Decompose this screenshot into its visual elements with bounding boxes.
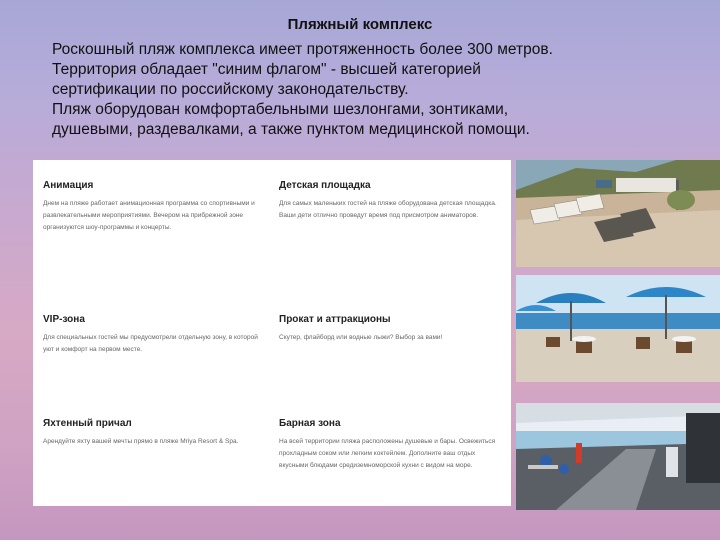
feature-text: На всей территории пляжа расположены душевые и бары. Освежиться прохладным соком или легким коктейлем. Дополните ваш отдых вкусными блюдами средиземноморской кухни с видом на море.: [279, 438, 496, 469]
feature-text: Скутер, флайборд или водные лыжи? Выбор за вами!: [279, 334, 443, 341]
feature-yacht-pier: [43, 418, 265, 448]
bar-terrace-photo: [516, 403, 720, 510]
slide-title: Пляжный комплекс: [287, 16, 433, 33]
slide-body-text: [52, 40, 702, 140]
feature-text: Арендуйте яхту вашей мечты прямо в пляже Mriya Resort & Spa.: [43, 438, 239, 445]
body-line: душевыми, раздевалками, а также пунктом медицинской помощи.: [52, 121, 530, 138]
feature-heading: Детская площадка: [279, 180, 371, 191]
feature-kids-playground: [279, 180, 501, 222]
feature-heading: Барная зона: [279, 418, 341, 429]
feature-heading: Прокат и аттракционы: [279, 314, 391, 325]
body-line: Роскошный пляж комплекса имеет протяженность более 300 метров.: [52, 41, 553, 58]
feature-rental-attractions: [279, 314, 501, 344]
feature-heading: Анимация: [43, 180, 94, 191]
feature-heading: Яхтенный причал: [43, 418, 132, 429]
umbrellas-photo: [516, 275, 720, 382]
body-line: Территория обладает "синим флагом" - высшей категорией: [52, 61, 481, 78]
features-panel: [33, 160, 511, 506]
feature-bar-zone: [279, 418, 501, 472]
sunbeds-photo: [516, 160, 720, 267]
feature-text: Днем на пляже работает анимационная программа со спортивными и развлекательными мероприятиями. Вечером на прибрежной зоне организуются шоу-программы и концерты.: [43, 200, 255, 231]
body-line: сертификации по российскому законодательству.: [52, 81, 409, 98]
feature-animation: [43, 180, 265, 234]
feature-text: Для самых маленьких гостей на пляже оборудована детская площадка. Ваши дети отлично проведут время под присмотром аниматоров.: [279, 200, 497, 219]
feature-text: Для специальных гостей мы предусмотрели отдельную зону, в которой уют и комфорт на первом месте.: [43, 334, 258, 353]
feature-heading: VIP-зона: [43, 314, 85, 325]
body-line: Пляж оборудован комфортабельными шезлонгами, зонтиками,: [52, 101, 509, 118]
feature-vip-zone: [43, 314, 265, 356]
